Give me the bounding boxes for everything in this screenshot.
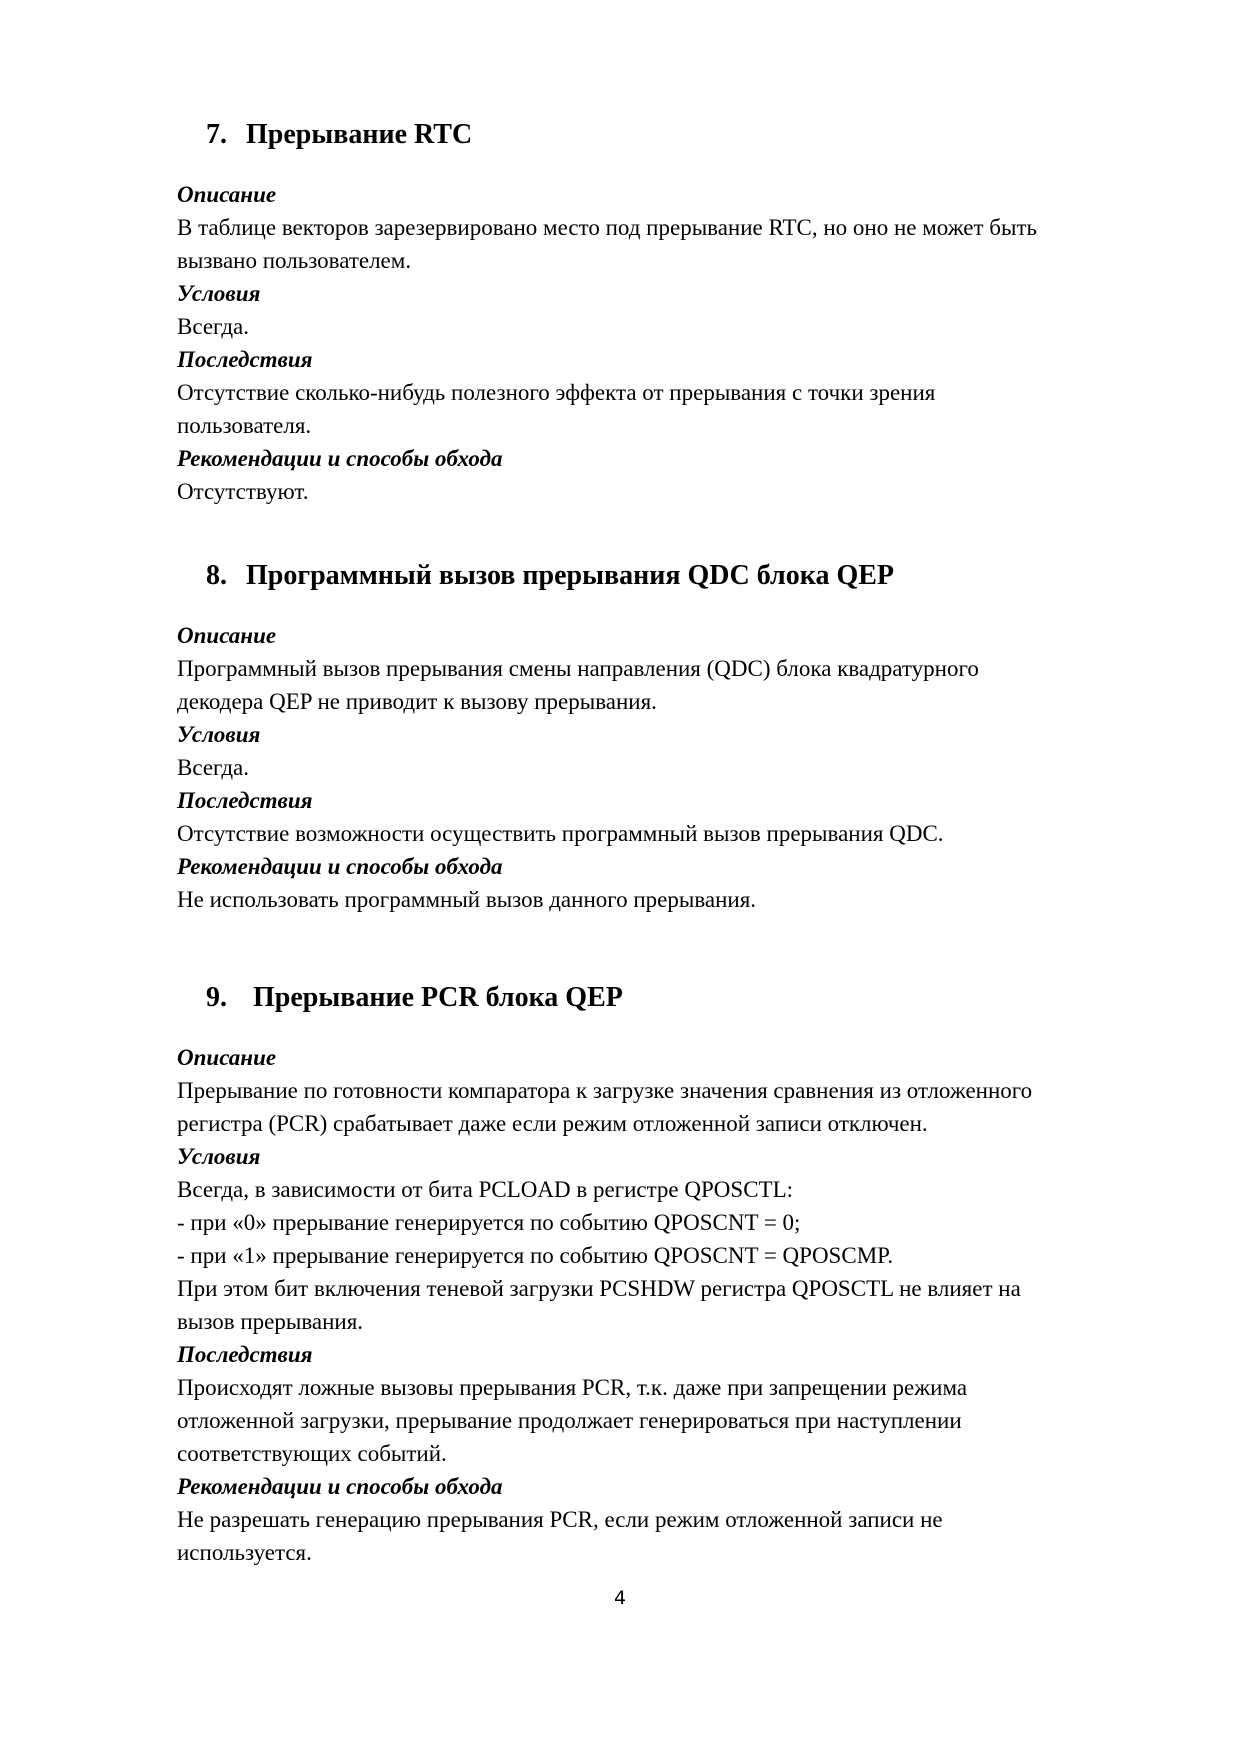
section-7	[177, 118, 1137, 508]
section-number: 8.	[206, 560, 227, 591]
consequences-line: Происходят ложные вызовы прерывания PCR, т.к. даже при запрещении режима	[177, 1375, 968, 1400]
consequences-label: Последствия	[177, 1342, 313, 1367]
section-heading	[177, 559, 1137, 593]
section-heading	[177, 981, 1137, 1015]
consequences-line: Отсутствие сколько-нибудь полезного эффекта от прерывания с точки зрения	[177, 380, 936, 405]
conditions-line: Всегда.	[177, 314, 249, 339]
description-label: Описание	[177, 623, 277, 648]
conditions-line: При этом бит включения теневой загрузки PCSHDW регистра QPOSCTL не влияет на	[177, 1276, 1021, 1301]
recommendations-label: Рекомендации и способы обхода	[177, 854, 503, 879]
recommendations-label: Рекомендации и способы обхода	[177, 1474, 503, 1499]
section-heading	[177, 118, 1137, 152]
conditions-line: вызов прерывания.	[177, 1309, 364, 1334]
consequences-line: отложенной загрузки, прерывание продолжает генерироваться при наступлении	[177, 1408, 962, 1433]
description-label: Описание	[177, 1045, 277, 1070]
conditions-line: - при «1» прерывание генерируется по событию QPOSCNT = QPOSCMP.	[177, 1243, 894, 1268]
recommendations-label: Рекомендации и способы обхода	[177, 446, 503, 471]
description-line: Программный вызов прерывания смены направления (QDC) блока квадратурного	[177, 656, 979, 681]
description-line: вызвано пользователем.	[177, 248, 412, 273]
recommendations-line: используется.	[177, 1540, 312, 1565]
page-number: 4	[613, 1587, 627, 1609]
conditions-line: Всегда, в зависимости от бита PCLOAD в регистре QPOSCTL:	[177, 1177, 794, 1202]
recommendations-line: Не разрешать генерацию прерывания PCR, если режим отложенной записи не	[177, 1507, 943, 1532]
consequences-label: Последствия	[177, 347, 313, 372]
section-8	[177, 559, 1137, 916]
description-line: декодера QEP не приводит к вызову прерывания.	[177, 689, 657, 714]
section-title: Прерывание PCR блока QEP	[253, 982, 623, 1013]
description-line: Прерывание по готовности компаратора к загрузке значения сравнения из отложенного	[177, 1078, 1033, 1103]
section-number: 9.	[206, 982, 227, 1013]
section-9	[177, 981, 1137, 1569]
consequences-line: Отсутствие возможности осуществить программный вызов прерывания QDC.	[177, 821, 944, 846]
conditions-line: Всегда.	[177, 755, 249, 780]
consequences-label: Последствия	[177, 788, 313, 813]
description-line: В таблице векторов зарезервировано место под прерывание RTC, но оно не может быть	[177, 215, 1038, 240]
recommendations-line: Отсутствуют.	[177, 479, 309, 504]
recommendations-line: Не использовать программный вызов данного прерывания.	[177, 887, 757, 912]
section-title: Программный вызов прерывания QDC блока QEP	[246, 560, 895, 591]
consequences-line: соответствующих событий.	[177, 1441, 447, 1466]
consequences-line: пользователя.	[177, 413, 312, 438]
section-number: 7.	[206, 119, 227, 150]
description-label: Описание	[177, 182, 277, 207]
conditions-label: Условия	[177, 1144, 261, 1169]
conditions-line: - при «0» прерывание генерируется по событию QPOSCNT = 0;	[177, 1210, 801, 1235]
conditions-label: Условия	[177, 722, 261, 747]
conditions-label: Условия	[177, 281, 261, 306]
section-title: Прерывание RTC	[246, 119, 473, 150]
description-line: регистра (PCR) срабатывает даже если режим отложенной записи отключен.	[177, 1111, 928, 1136]
